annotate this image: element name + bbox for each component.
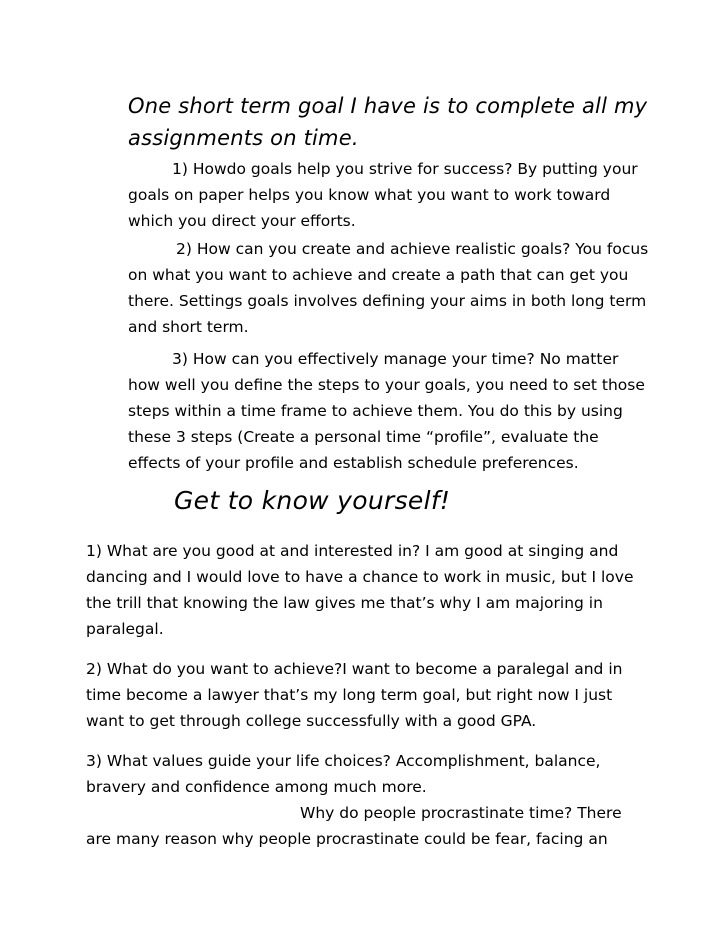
text-line: on what you want to achieve and create a path that can get you xyxy=(128,266,629,284)
text-line: bravery and confidence among much more. xyxy=(86,778,427,796)
heading-line: One short term goal I have is to complete all my xyxy=(128,94,648,118)
text-line: steps within a time frame to achieve them. You do this by using xyxy=(128,402,623,420)
know-yourself-heading: Get to know yourself! xyxy=(174,486,451,515)
text-line: Why do people procrastinate time? There xyxy=(300,804,622,822)
text-line: 1) Howdo goals help you strive for success? By putting your xyxy=(172,160,638,178)
paragraph-2 xyxy=(86,656,686,734)
text-line: are many reason why people procrastinate could be fear, facing an xyxy=(86,830,608,848)
text-line: and short term. xyxy=(128,318,249,336)
text-line: time become a lawyer that’s my long term goal, but right now I just xyxy=(86,686,613,704)
text-line: which you direct your efforts. xyxy=(128,212,356,230)
text-line: there. Settings goals involves defining your aims in both long term xyxy=(128,292,647,310)
text-line: effects of your profile and establish schedule preferences. xyxy=(128,454,579,472)
text-line: dancing and I would love to have a chance to work in music, but I love xyxy=(86,568,634,586)
paragraph-3 xyxy=(86,748,686,852)
text-line: paralegal. xyxy=(86,620,164,638)
question-1-block xyxy=(128,156,673,234)
text-line: 1) What are you good at and interested in? I am good at singing and xyxy=(86,542,619,560)
short-term-goal-heading xyxy=(128,90,688,154)
question-3-block xyxy=(128,346,673,476)
heading-line: assignments on time. xyxy=(128,126,359,150)
text-line: want to get through college successfully with a good GPA. xyxy=(86,712,537,730)
text-line: these 3 steps (Create a personal time “profile”, evaluate the xyxy=(128,428,599,446)
paragraph-1 xyxy=(86,538,686,642)
text-line: goals on paper helps you know what you want to work toward xyxy=(128,186,611,204)
text-line: 3) How can you effectively manage your time? No matter xyxy=(172,350,619,368)
text-line: how well you define the steps to your goals, you need to set those xyxy=(128,376,645,394)
text-line: 3) What values guide your life choices? Accomplishment, balance, xyxy=(86,752,601,770)
question-2-block xyxy=(128,236,673,340)
text-line: 2) What do you want to achieve?I want to become a paralegal and in xyxy=(86,660,623,678)
text-line: the trill that knowing the law gives me that’s why I am majoring in xyxy=(86,594,603,612)
text-line: 2) How can you create and achieve realistic goals? You focus xyxy=(176,240,649,258)
